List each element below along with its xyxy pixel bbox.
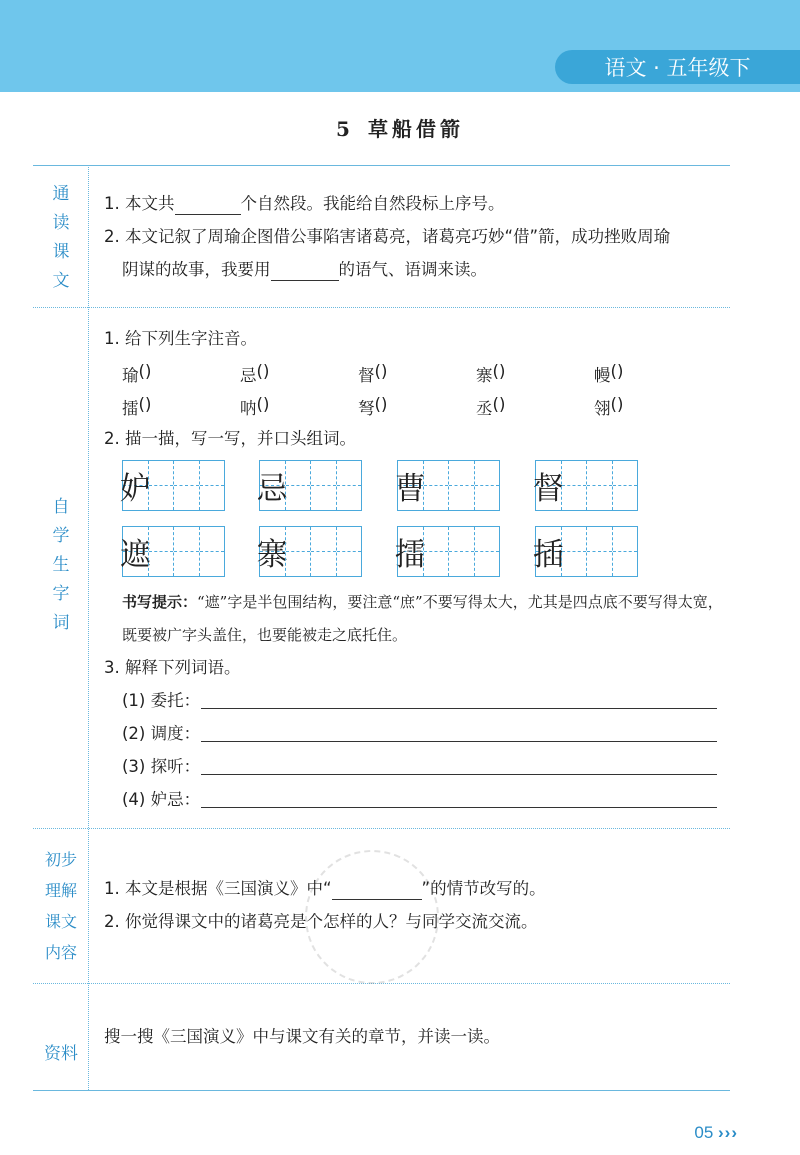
label-char: 字 [52, 583, 70, 604]
answer-blank[interactable] [271, 262, 339, 281]
lesson-name: 草船借箭 [367, 117, 464, 141]
writing-hint [122, 586, 727, 652]
paren: ) [262, 395, 270, 414]
paren: ) [262, 362, 270, 381]
paren: ) [498, 362, 506, 381]
paren: ) [144, 362, 152, 381]
term-label: (3) 探听： [122, 757, 201, 776]
pinyin-item[interactable] [122, 362, 240, 386]
answer-blank[interactable] [332, 881, 422, 900]
label-char: 学 [52, 525, 70, 546]
answer-blank[interactable] [175, 196, 241, 215]
question-text: ”的情节改写的。 [421, 879, 546, 898]
label-char: 词 [52, 612, 70, 633]
term-label: (2) 调度： [122, 724, 201, 743]
words-question-2: 2. 描一描，写一写，并口头组词。 [104, 429, 356, 448]
understand-question-1 [104, 878, 546, 900]
paren: ) [616, 395, 624, 414]
divider-line [33, 307, 730, 308]
writing-grid[interactable] [119, 526, 225, 577]
read-question-2-line1: 2. 本文记叙了周瑜企图借公事陷害诸葛亮，诸葛亮巧妙“借”箭，成功挫败周瑜 [104, 227, 671, 246]
pinyin-item[interactable] [240, 395, 358, 419]
label-text: 资料 [44, 1043, 78, 1064]
paren: ( [138, 362, 145, 381]
question-text: 阴谋的故事，我要用 [122, 260, 271, 279]
words-question-1: 1. 给下列生字注音。 [104, 329, 257, 348]
paren: ( [492, 362, 499, 381]
writing-grid[interactable] [394, 460, 500, 511]
pinyin-item[interactable] [240, 362, 358, 386]
pinyin-char: 忌 [240, 366, 257, 385]
pinyin-item[interactable] [476, 395, 594, 419]
writing-grid[interactable] [119, 460, 225, 511]
pinyin-item[interactable] [358, 395, 476, 419]
subject-grade-tag: 语文 · 五年级下 [555, 50, 800, 84]
pinyin-char: 擂 [122, 399, 139, 418]
paren: ( [374, 362, 381, 381]
read-question-1 [104, 193, 505, 215]
section-label-understand [33, 843, 89, 968]
paren: ( [492, 395, 499, 414]
writing-grid[interactable] [394, 526, 500, 577]
label-text: 内容 [44, 942, 77, 962]
answer-line[interactable] [201, 807, 717, 808]
writing-grid[interactable] [532, 460, 638, 511]
question-text: 1. 本文共 [104, 194, 175, 213]
material-text: 搜一搜《三国演义》中与课文有关的章节，并读一读。 [104, 1027, 500, 1046]
trace-char: 擂 [394, 537, 426, 573]
label-char: 通 [52, 183, 70, 204]
section-label-read [33, 170, 89, 305]
paren: ) [498, 395, 506, 414]
trace-char: 妒 [119, 471, 151, 507]
pinyin-row [122, 362, 712, 386]
section-label-words [33, 440, 89, 690]
understand-question-2: 2. 你觉得课文中的诸葛亮是个怎样的人？与同学交流交流。 [104, 912, 538, 931]
pinyin-row [122, 395, 712, 419]
label-char: 自 [52, 496, 70, 517]
read-question-2-line2 [122, 259, 487, 281]
pinyin-char: 督 [358, 366, 375, 385]
pinyin-item[interactable] [476, 362, 594, 386]
table-top-line [33, 165, 730, 166]
pinyin-item[interactable] [594, 395, 712, 419]
words-question-3: 3. 解释下列词语。 [104, 658, 241, 677]
trace-char: 曹 [394, 471, 426, 507]
page-number-text: 05 [694, 1123, 714, 1142]
question-text: 个自然段。我能给自然段标上序号。 [240, 194, 505, 213]
header-banner [0, 0, 800, 92]
pinyin-char: 丞 [476, 399, 493, 418]
pinyin-char: 幔 [594, 366, 611, 385]
hint-text: “遮”字是半包围结构，要注意“庶”不要写得太大，尤其是四点底不要写得太宽，既要被广字头盖住，也要能被走之底托住。 [122, 593, 723, 644]
paren: ( [256, 362, 263, 381]
paren: ) [380, 362, 388, 381]
trace-char: 插 [532, 537, 564, 573]
writing-grid[interactable] [256, 526, 362, 577]
page-number [694, 1123, 738, 1143]
label-text: 课文 [44, 911, 77, 931]
pinyin-item[interactable] [358, 362, 476, 386]
paren: ) [380, 395, 388, 414]
label-text: 初步 [44, 849, 77, 869]
question-text: 的语气、语调来读。 [338, 260, 487, 279]
answer-line[interactable] [201, 741, 717, 742]
trace-char: 督 [532, 471, 564, 507]
pinyin-char: 瑜 [122, 366, 139, 385]
paren: ( [256, 395, 263, 414]
trace-char: 寨 [256, 537, 288, 573]
pinyin-char: 弩 [358, 399, 375, 418]
pinyin-char: 呐 [240, 399, 257, 418]
trace-char: 遮 [119, 537, 151, 573]
label-text: 理解 [44, 880, 77, 900]
term-label: (4) 妒忌： [122, 790, 201, 809]
label-char: 课 [52, 241, 70, 262]
answer-line[interactable] [201, 774, 717, 775]
question-text: 1. 本文是根据《三国演义》中“ [104, 879, 332, 898]
pinyin-item[interactable] [122, 395, 240, 419]
label-char: 读 [52, 212, 70, 233]
label-char: 生 [52, 554, 70, 575]
lesson-title [0, 113, 800, 142]
paren: ( [374, 395, 381, 414]
paren: ( [610, 395, 617, 414]
trace-char: 忌 [256, 471, 288, 507]
writing-grid[interactable] [256, 460, 362, 511]
pinyin-item[interactable] [594, 362, 712, 386]
hint-label: 书写提示： [122, 593, 198, 611]
divider-line [33, 828, 730, 829]
paren: ) [616, 362, 624, 381]
paren: ( [610, 362, 617, 381]
paren: ) [144, 395, 152, 414]
term-label: (1) 委托： [122, 691, 201, 710]
answer-line[interactable] [201, 708, 717, 709]
label-char: 文 [52, 270, 70, 291]
pinyin-char: 翎 [594, 399, 611, 418]
next-arrows-icon: ››› [718, 1123, 738, 1142]
lesson-number: 5 [336, 117, 354, 141]
table-bottom-line [33, 1090, 730, 1091]
pinyin-char: 寨 [476, 366, 493, 385]
section-label-material [33, 1038, 89, 1070]
writing-grid[interactable] [532, 526, 638, 577]
paren: ( [138, 395, 145, 414]
